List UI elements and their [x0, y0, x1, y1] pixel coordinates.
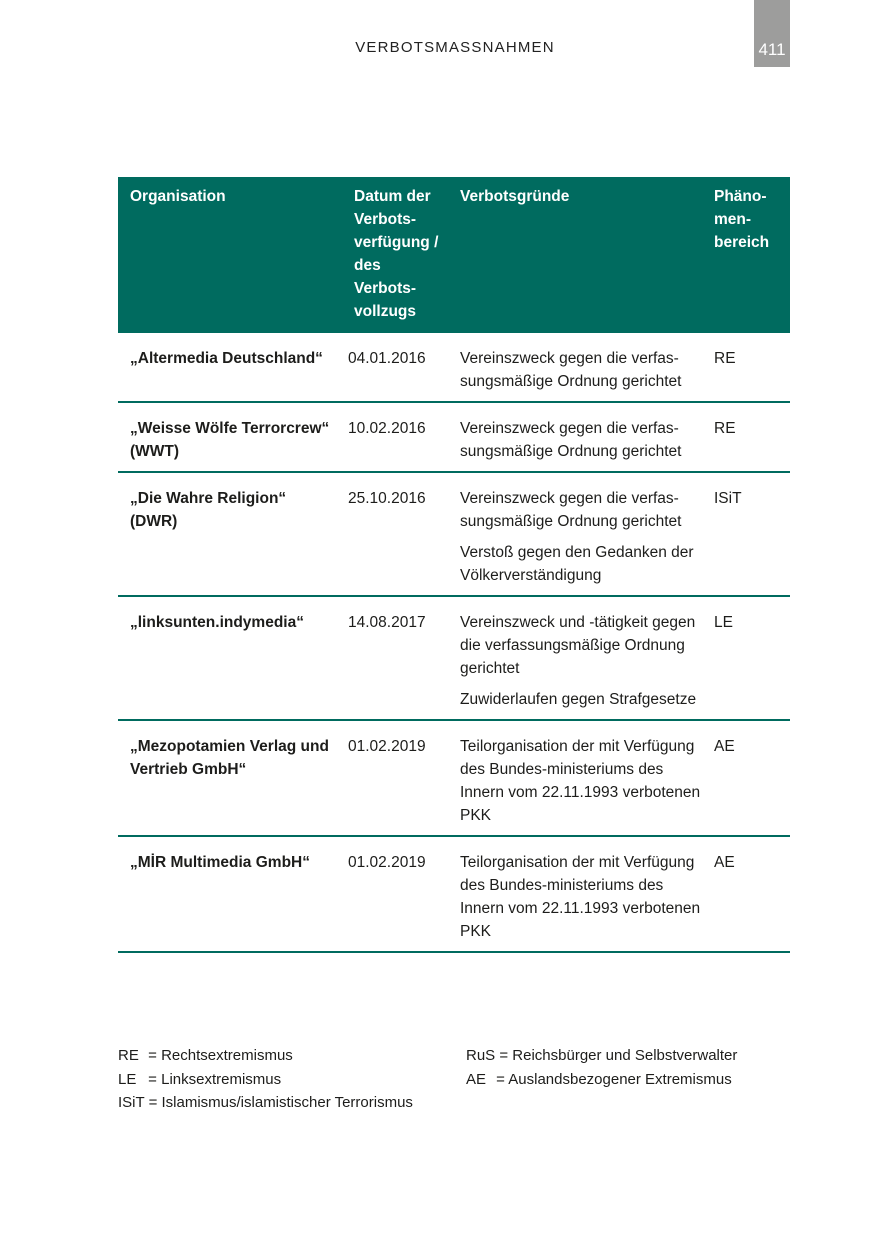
header-organisation: Organisation: [118, 177, 342, 333]
reason-text: Vereinszweck und -tätigkeit gegen die verfassungsmäßige Ordnung gerichtet: [460, 614, 696, 677]
date-cell: 01.02.2019: [342, 836, 448, 952]
legend-text: = Auslandsbezogener Extremismus: [496, 1070, 732, 1088]
legend-column-right: [466, 1044, 806, 1091]
legend-entry-ae: [466, 1068, 806, 1092]
table-row: [118, 596, 790, 720]
header-date: Datum der Verbots-verfügung / des Verbots-vollzugs: [342, 177, 448, 333]
reasons-cell: [448, 836, 708, 952]
table-row: [118, 402, 790, 472]
legend-text: = Islamismus/islamistischer Terrorismus: [148, 1094, 413, 1111]
legend-entry-isit: [118, 1091, 458, 1115]
legend-abbr: AE: [466, 1070, 487, 1088]
reasons-cell: [448, 333, 708, 402]
legend-text: = Linksextremismus: [148, 1070, 282, 1088]
legend-abbr: ISiT: [118, 1094, 145, 1111]
bans-table: [118, 177, 790, 953]
table-row: [118, 472, 790, 596]
reasons-cell: [448, 472, 708, 596]
table-row: [118, 836, 790, 952]
date-cell: 14.08.2017: [342, 596, 448, 720]
table-row: [118, 720, 790, 836]
area-cell: LE: [708, 596, 790, 720]
legend-entry-le: [118, 1068, 458, 1092]
header-area: Phäno-men-bereich: [708, 177, 790, 333]
reasons-cell: [448, 720, 708, 836]
organisation-cell: „Altermedia Deutschland“: [118, 333, 342, 402]
reason-text: Teilorganisation der mit Verfügung des Bundes-ministeriums des Innern vom 22.11.1993 verbotenen PKK: [460, 738, 701, 824]
legend-abbr: RuS: [466, 1047, 496, 1064]
reason-text: Zuwiderlaufen gegen Strafgesetze: [460, 691, 697, 708]
page-number: 411: [754, 0, 790, 67]
reasons-cell: [448, 596, 708, 720]
date-cell: 04.01.2016: [342, 333, 448, 402]
running-title: VERBOTSMASSNAHMEN: [355, 39, 555, 56]
area-cell: AE: [708, 720, 790, 836]
area-cell: ISiT: [708, 472, 790, 596]
area-cell: RE: [708, 402, 790, 472]
reason-text: Vereinszweck gegen die verfas-sungsmäßige Ordnung gerichtet: [460, 420, 682, 460]
legend-abbr: RE: [118, 1047, 139, 1064]
table-header-row: [118, 177, 790, 333]
reason-text: Teilorganisation der mit Verfügung des Bundes-ministeriums des Innern vom 22.11.1993 verbotenen PKK: [460, 854, 701, 940]
organisation-cell: „Die Wahre Religion“ (DWR): [118, 472, 342, 596]
header-reasons: Verbotsgründe: [448, 177, 708, 333]
reason-text: Vereinszweck gegen die verfas-sungsmäßige Ordnung gerichtet: [460, 490, 682, 530]
reason-text: Vereinszweck gegen die verfas-sungsmäßige Ordnung gerichtet: [460, 350, 682, 390]
organisation-cell: „linksunten.indymedia“: [118, 596, 342, 720]
reason-text: Verstoß gegen den Gedanken der Völkerverständigung: [460, 544, 694, 584]
organisation-cell: „Mezopotamien Verlag und Vertrieb GmbH“: [118, 720, 342, 836]
legend-column-left: [118, 1044, 458, 1115]
reasons-cell: [448, 402, 708, 472]
table-row: [118, 333, 790, 402]
organisation-cell: „Weisse Wölfe Terrorcrew“ (WWT): [118, 402, 342, 472]
date-cell: 01.02.2019: [342, 720, 448, 836]
legend-entry-rus: [466, 1044, 806, 1068]
legend-text: = Rechtsextremismus: [148, 1047, 293, 1064]
legend-text: = Reichsbürger und Selbstverwalter: [499, 1047, 738, 1064]
area-cell: AE: [708, 836, 790, 952]
area-cell: RE: [708, 333, 790, 402]
legend-abbr: LE: [118, 1070, 137, 1088]
date-cell: 10.02.2016: [342, 402, 448, 472]
legend-entry-re: [118, 1044, 458, 1068]
date-cell: 25.10.2016: [342, 472, 448, 596]
organisation-cell: „MİR Multimedia GmbH“: [118, 836, 342, 952]
